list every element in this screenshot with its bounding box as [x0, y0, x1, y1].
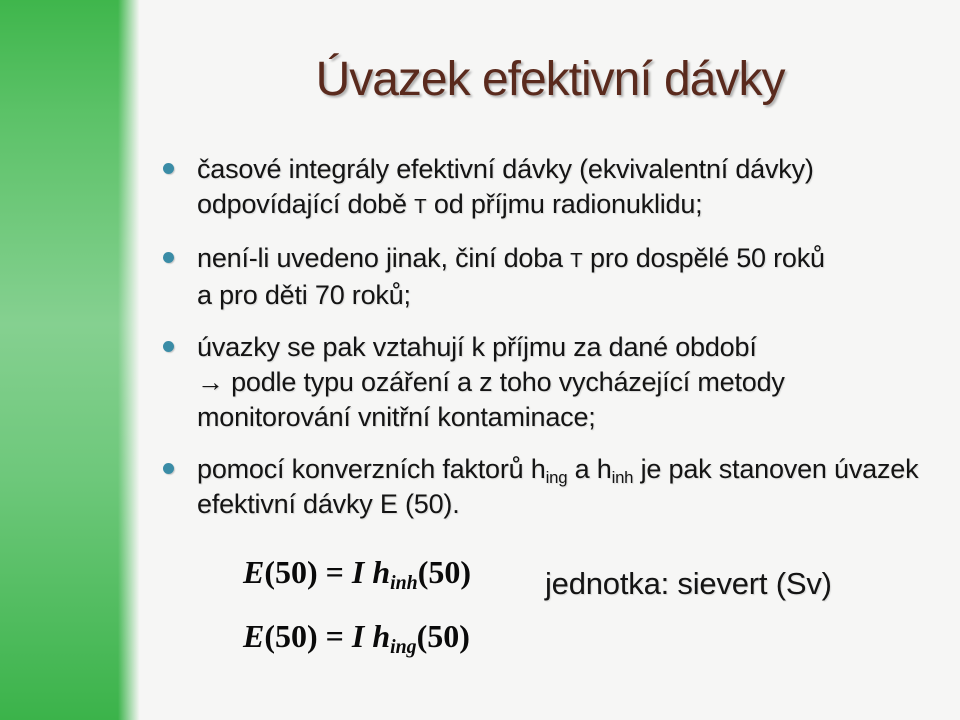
- bullet-line: [197, 330, 785, 365]
- bullet-text: [197, 330, 785, 435]
- text-segment: T: [414, 195, 427, 218]
- text-segment: T: [570, 249, 583, 272]
- formula-block: [243, 553, 471, 681]
- bullet-marker-icon: [163, 163, 174, 174]
- bullet-line: [197, 187, 814, 224]
- text-segment: =: [317, 554, 352, 590]
- bullet-marker-icon: [163, 252, 174, 263]
- text-segment: h: [364, 554, 391, 590]
- text-segment: pro dospělé 50 roků: [582, 243, 825, 273]
- bullet-item-1: [163, 152, 950, 224]
- text-segment: a h: [567, 454, 612, 484]
- text-segment: je pak stanoven úvazek: [633, 454, 919, 484]
- text-segment: ing: [390, 635, 417, 658]
- text-segment: úvazky se pak vztahují k příjmu za dané období: [197, 332, 757, 362]
- bullet-line: [197, 278, 825, 313]
- text-segment: E: [243, 618, 265, 654]
- text-segment: časové integrály efektivní dávky (ekvivalentní dávky): [197, 154, 814, 184]
- left-accent-bar: [0, 0, 142, 720]
- bullet-line: [197, 452, 918, 487]
- text-segment: inh: [390, 571, 418, 594]
- bullet-line: [197, 365, 785, 400]
- text-segment: není-li uvedeno jinak, činí doba: [197, 243, 571, 273]
- text-segment: (50): [417, 554, 472, 590]
- text-segment: od příjmu radionuklidu;: [426, 189, 703, 219]
- bullet-line: [197, 400, 785, 435]
- text-segment: h: [364, 618, 391, 654]
- bullet-marker-icon: [163, 463, 174, 474]
- bullet-line: [197, 152, 814, 187]
- bullet-item-3: [163, 330, 950, 435]
- formula-e50-ing: [243, 617, 471, 658]
- text-segment: efektivní dávky E (50).: [197, 489, 460, 519]
- unit-note: jednotka: sievert (Sv): [545, 566, 832, 601]
- text-segment: ing: [545, 467, 568, 487]
- text-segment: monitorování vnitřní kontaminace;: [197, 402, 596, 432]
- bullet-item-2: [163, 241, 950, 313]
- text-segment: (50): [416, 618, 470, 654]
- slide-title: Úvazek efektivní dávky: [315, 53, 785, 106]
- bullet-list: [163, 152, 950, 539]
- bullet-item-4: [163, 452, 950, 522]
- bullet-text: [197, 152, 814, 224]
- text-segment: I: [351, 554, 365, 590]
- text-segment: I: [351, 618, 365, 654]
- text-segment: =: [317, 618, 352, 654]
- text-segment: inh: [611, 467, 634, 487]
- text-segment: E: [243, 554, 265, 590]
- bullet-text: [197, 241, 825, 313]
- text-segment: a pro děti 70 roků;: [197, 280, 411, 310]
- bullet-marker-icon: [163, 341, 174, 352]
- text-segment: (50): [264, 618, 318, 654]
- bullet-line: [197, 241, 825, 278]
- text-segment: → podle typu ozáření a z toho vycházející metody: [197, 367, 785, 397]
- formula-e50-inh: [243, 553, 472, 594]
- bullet-line: [197, 487, 918, 522]
- bullet-text: [197, 452, 918, 522]
- text-segment: (50): [264, 554, 318, 590]
- text-segment: odpovídající době: [197, 189, 415, 219]
- text-segment: pomocí konverzních faktorů h: [197, 454, 546, 484]
